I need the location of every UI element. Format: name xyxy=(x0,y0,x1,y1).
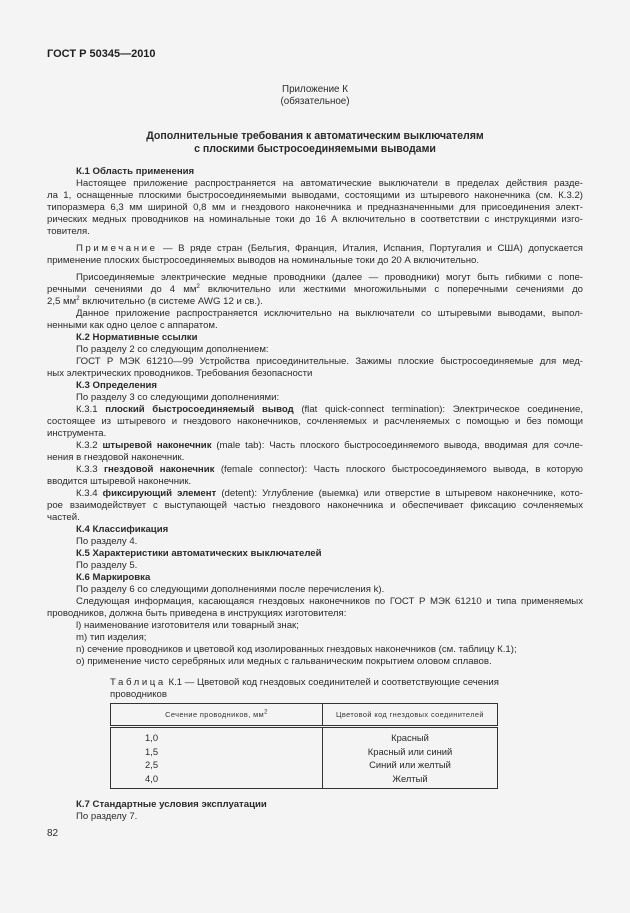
paragraph-line: По разделу 5. xyxy=(76,560,138,571)
table-row xyxy=(111,772,498,789)
section-heading-k4: К.4 Классификация xyxy=(76,524,169,535)
text: включительно или жесткими многожильными с поперечными сечениями до xyxy=(199,284,584,295)
note-line2: применение плоских быстросоединяемых выводов на номинальные токи до 20 А включительно. xyxy=(47,255,480,266)
table-caption-line2: проводников xyxy=(110,689,167,700)
cell-section: 2,5 xyxy=(111,758,323,772)
paragraph-line: проводников, должна быть приведена в инструкциях изготовителя: xyxy=(47,608,347,619)
column-header-section xyxy=(111,704,323,727)
table-caption-text: К.1 — Цветовой код гнездовых соединителей и соответствующие сечения xyxy=(165,677,499,688)
section-heading-k1: К.1 Область применения xyxy=(76,166,195,177)
definition-text: (female connector): Часть плоского быстросоединяемого вывода, в которую xyxy=(214,464,583,475)
paragraph-line: состоящее из штыревого и гнездового наконечников, сочленяемых и расчленяемых с помощью и без помощи xyxy=(47,416,583,427)
definition-term: плоский быстросоединяемый вывод xyxy=(105,404,294,415)
section-heading-k5: К.5 Характеристики автоматических выключателей xyxy=(76,548,322,559)
appendix-status: (обязательное) xyxy=(280,96,350,107)
note-text: — В ряде стран (Бельгия, Франция, Италия, Испания, Португалия и США) допускается xyxy=(157,243,583,254)
cell-section: 4,0 xyxy=(111,772,323,789)
definition-text: (flat quick-connect termination): Электрическое соединение, xyxy=(293,404,583,415)
table-caption-label: Таблица xyxy=(110,677,166,688)
section-heading-k2: К.2 Нормативные ссылки xyxy=(76,332,198,343)
paragraph-line xyxy=(47,284,583,296)
section-heading-k6: К.6 Маркировка xyxy=(76,572,151,583)
reference-line: ГОСТ Р МЭК 61210—99 Устройства присоединительные. Зажимы плоские быстросоединяемые для мед- xyxy=(76,356,583,367)
reference-line: ных электрических проводников. Требования безопасности xyxy=(47,368,313,379)
appendix-label: Приложение К xyxy=(282,84,348,95)
section-heading-k3: К.3 Определения xyxy=(76,380,157,391)
paragraph-line: частей. xyxy=(47,512,80,523)
definition-term: штыревой наконечник xyxy=(102,440,212,451)
note-line1 xyxy=(76,243,583,255)
definition-term: гнездовой наконечник xyxy=(104,464,215,475)
paragraph-line: ненными как одно целое с аппаратом. xyxy=(47,320,218,331)
paragraph-line: товителя. xyxy=(47,226,90,237)
page-number: 82 xyxy=(47,828,59,839)
paragraph-line: рических медных проводников на номинальные токи до 16 А включительно в соответствии с инструкциями изго- xyxy=(47,214,583,225)
definition-number: К.3.1 xyxy=(76,404,106,415)
column-header-color: Цветовой код гнездовых соединителей xyxy=(323,704,498,727)
paragraph-line: По разделу 4. xyxy=(76,536,138,547)
appendix-title-line1: Дополнительные требования к автоматическим выключателям xyxy=(146,130,484,142)
cell-color: Желтый xyxy=(323,772,498,789)
cell-section: 1,5 xyxy=(111,745,323,759)
definition-number: К.3.4 xyxy=(76,488,103,499)
paragraph-line: рое взаимодействует с выступающей частью гнездового наконечника и обеспечивает фиксацию сочленяемых xyxy=(47,500,583,511)
table-row xyxy=(111,745,498,759)
appendix-title-line2: с плоскими быстросоединяемыми выводами xyxy=(194,143,436,155)
text: 2,5 мм xyxy=(47,296,77,307)
table-header-row xyxy=(111,704,498,727)
list-item: o) применение чисто серебряных или медных с гальваническим покрытием оловом сплавов. xyxy=(76,656,492,667)
text: включительно (в системе AWG 12 и св.). xyxy=(79,296,263,307)
definition-text: (male tab): Часть плоского быстросоединяемого вывода, вводимая для сочле- xyxy=(211,440,583,451)
paragraph-line: вводится штыревой наконечник. xyxy=(47,476,192,487)
definition-number: К.3.2 xyxy=(76,440,103,451)
paragraph-line: По разделу 2 со следующим дополнением: xyxy=(76,344,269,355)
cell-color: Красный или синий xyxy=(323,745,498,759)
list-item: l) наименование изготовителя или товарный знак; xyxy=(76,620,299,631)
superscript: 2 xyxy=(264,709,268,716)
table-row xyxy=(111,758,498,772)
paragraph-line: По разделу 3 со следующими дополнениями: xyxy=(76,392,280,403)
cell-color: Красный xyxy=(323,727,498,745)
note-label: Примечание xyxy=(76,243,158,254)
paragraph-line: Данное приложение распространяется исключительно на выключатели со штыревыми выводами, выпол- xyxy=(76,308,583,319)
table-row xyxy=(111,727,498,745)
definition-number: К.3.3 xyxy=(76,464,105,475)
superscript: 2 xyxy=(76,295,80,302)
paragraph-line: Присоединяемые электрические медные проводники (далее — проводники) могут быть гибкими с попе- xyxy=(76,272,583,283)
standard-id: ГОСТ Р 50345—2010 xyxy=(47,48,156,60)
paragraph-line: По разделу 7. xyxy=(76,811,138,822)
definition-text: (detent): Углубление (выемка) или отверстие в штыревом наконечнике, кото- xyxy=(216,488,583,499)
cell-color: Синий или желтый xyxy=(323,758,498,772)
superscript: 2 xyxy=(196,283,200,290)
definition-term: фиксирующий элемент xyxy=(102,488,217,499)
paragraph-line: Настоящее приложение распространяется на автоматические выключатели в пределах действия разде- xyxy=(76,178,583,189)
paragraph-line: инструмента. xyxy=(47,428,107,439)
definition-k31 xyxy=(76,404,583,416)
paragraph-line: типоразмера 6,3 мм шириной 0,8 мм и гнездового наконечника и предназначенными для присоединения элект- xyxy=(47,202,583,213)
header-text: Сечение проводников, мм xyxy=(165,710,265,719)
definition-k34 xyxy=(76,488,583,500)
paragraph-line xyxy=(47,296,583,308)
cell-section: 1,0 xyxy=(111,727,323,745)
table-k1 xyxy=(110,703,498,789)
definition-k32 xyxy=(76,440,583,452)
paragraph-line: Следующая информация, касающаяся гнездовых наконечников по ГОСТ Р МЭК 61210 и типа применяемых xyxy=(76,596,583,607)
definition-k33 xyxy=(76,464,583,476)
table-caption xyxy=(110,677,530,689)
list-item: m) тип изделия; xyxy=(76,632,147,643)
paragraph-line: По разделу 6 со следующими дополнениями после перечисления k). xyxy=(76,584,385,595)
list-item: n) сечение проводников и цветовой код изолированных гнездовых наконечников (см. таблицу К.1); xyxy=(76,644,517,655)
section-heading-k7: К.7 Стандартные условия эксплуатации xyxy=(76,799,267,810)
paragraph-line: ла 1, оснащенные плоскими быстросоединяемыми выводами, состоящими из штыревого наконечника (см. К.3.2) xyxy=(47,190,583,201)
text: речными сечениями до 4 мм xyxy=(47,284,197,295)
paragraph-line: нения в гнездовой наконечник. xyxy=(47,452,185,463)
